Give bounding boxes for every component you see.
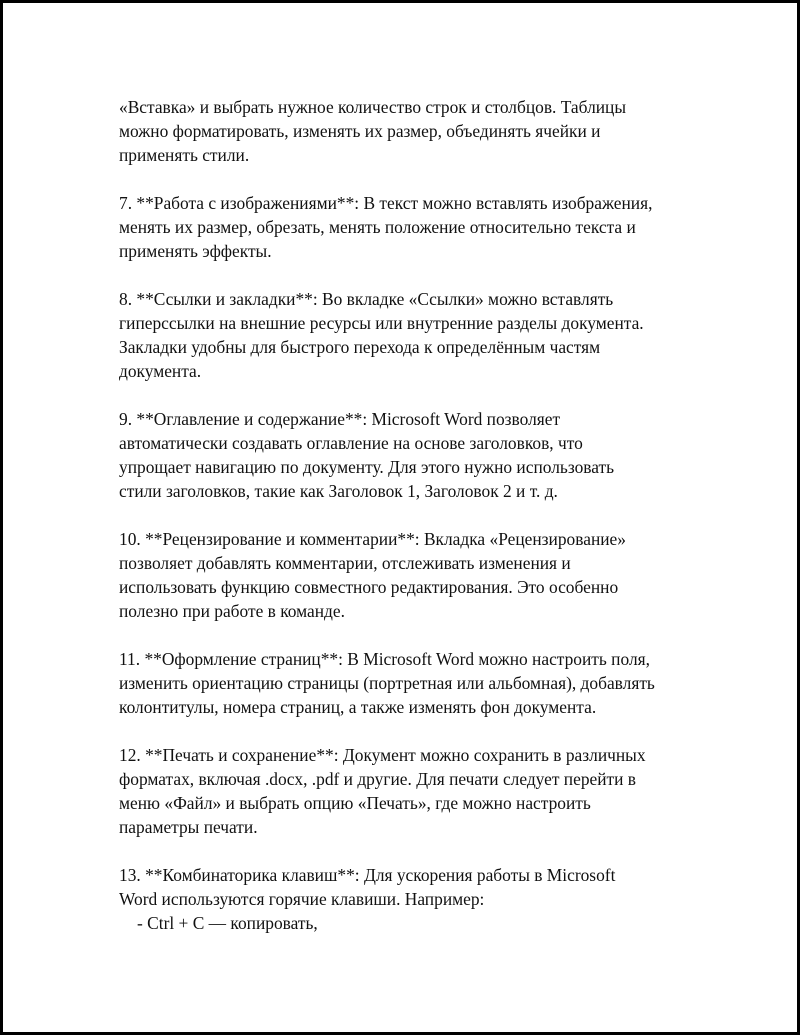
text-line: форматах, включая .docx, .pdf и другие. Для печати следует перейти в: [119, 769, 637, 789]
text-line: 11. **Оформление страниц**: В Microsoft Word можно настроить поля,: [119, 649, 650, 669]
text-line: упрощает навигацию по документу. Для этого нужно использовать: [119, 457, 615, 477]
list-item: - Ctrl + C — копировать,: [137, 913, 318, 933]
text-line: применять эффекты.: [119, 241, 272, 261]
paragraph-print-save: [119, 743, 719, 839]
paragraph-tables-continued: [119, 95, 719, 167]
paragraph-table-of-contents: [119, 407, 719, 503]
text-line: изменить ориентацию страницы (портретная или альбомная), добавлять: [119, 673, 655, 693]
text-line: меню «Файл» и выбрать опцию «Печать», где можно настроить: [119, 793, 591, 813]
text-line: 13. **Комбинаторика клавиш**: Для ускорения работы в Microsoft: [119, 865, 616, 885]
paragraph-page-layout: [119, 647, 719, 719]
text-line: 10. **Рецензирование и комментарии**: Вкладка «Рецензирование»: [119, 529, 626, 549]
text-line: «Вставка» и выбрать нужное количество строк и столбцов. Таблицы: [119, 97, 627, 117]
paragraph-links-bookmarks: [119, 287, 719, 383]
paragraph-review-comments: [119, 527, 719, 623]
paragraph-hotkeys: [119, 863, 719, 935]
text-line: параметры печати.: [119, 817, 258, 837]
text-line: стили заголовков, такие как Заголовок 1, Заголовок 2 и т. д.: [119, 481, 558, 501]
text-line: гиперссылки на внешние ресурсы или внутренние разделы документа.: [119, 313, 644, 333]
text-line: позволяет добавлять комментарии, отслеживать изменения и: [119, 553, 571, 573]
text-line: Закладки удобны для быстрого перехода к определённым частям: [119, 337, 601, 357]
text-line: применять стили.: [119, 145, 250, 165]
text-line: Word используются горячие клавиши. Например:: [119, 889, 485, 909]
text-line: 9. **Оглавление и содержание**: Microsoft Word позволяет: [119, 409, 561, 429]
text-line: 7. **Работа с изображениями**: В текст можно вставлять изображения,: [119, 193, 653, 213]
paragraph-images: [119, 191, 719, 263]
text-line: полезно при работе в команде.: [119, 601, 345, 621]
text-line: использовать функцию совместного редактирования. Это особенно: [119, 577, 619, 597]
text-line: документа.: [119, 361, 202, 381]
text-line: автоматически создавать оглавление на основе заголовков, что: [119, 433, 583, 453]
text-line: 8. **Ссылки и закладки**: Во вкладке «Ссылки» можно вставлять: [119, 289, 614, 309]
text-line: колонтитулы, номера страниц, а также изменять фон документа.: [119, 697, 597, 717]
document-body: [119, 95, 719, 959]
text-line: менять их размер, обрезать, менять положение относительно текста и: [119, 217, 636, 237]
text-line: можно форматировать, изменять их размер, объединять ячейки и: [119, 121, 601, 141]
text-line: 12. **Печать и сохранение**: Документ можно сохранить в различных: [119, 745, 646, 765]
